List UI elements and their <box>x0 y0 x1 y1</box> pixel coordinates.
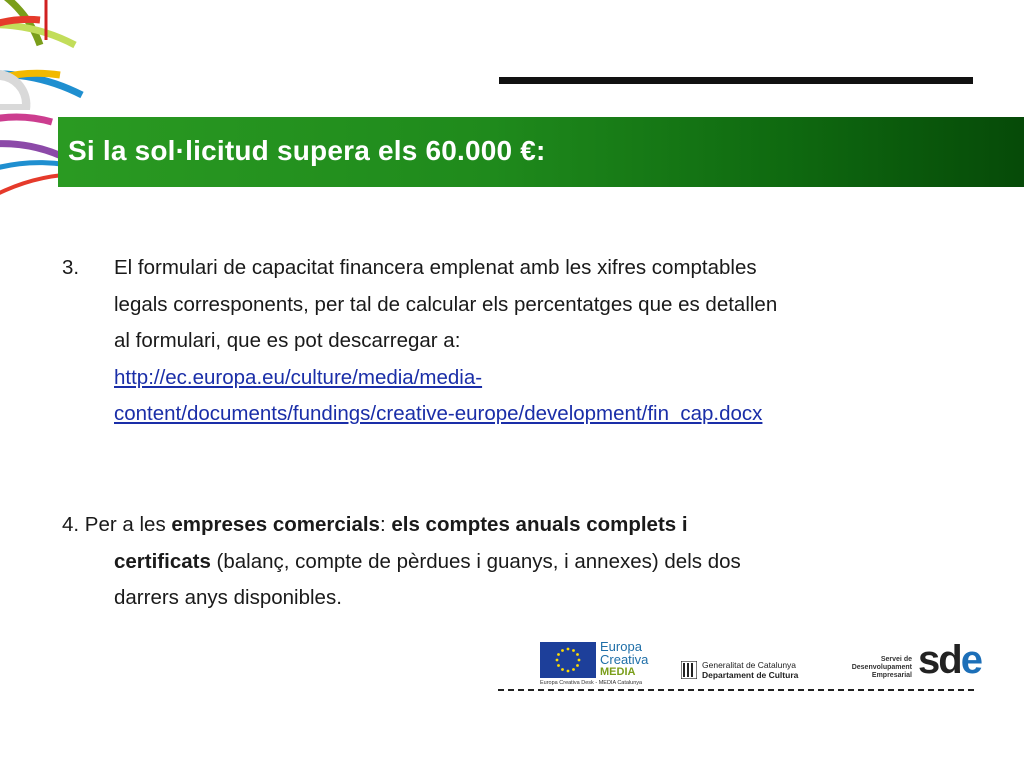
item-3-line-3: al formulari, que es pot descarregar a: <box>114 329 461 352</box>
decorative-arcs-graphic <box>0 0 100 230</box>
item-4-bold-empreses: empreses comercials <box>171 513 380 536</box>
download-link-part-1[interactable]: http://ec.europa.eu/culture/media/media- <box>114 365 483 389</box>
item-4-prefix: 4. Per a les <box>62 513 172 536</box>
sde-logo-s: s <box>918 638 939 682</box>
generalitat-emblem-icon <box>681 661 697 679</box>
footer-logos <box>498 636 981 694</box>
item-3-line-1: El formulari de capacitat financera emplenat amb les xifres comptables <box>114 256 757 279</box>
list-item-3 <box>62 250 952 433</box>
title-bar <box>58 117 1024 187</box>
item-3-number: 3. <box>62 256 80 279</box>
slide-title: Si la sol·licitud supera els 60.000 €: <box>68 135 546 166</box>
europa-desk-subtitle: Europa Creativa Desk - MEDIA Catalunya <box>540 680 643 686</box>
sde-caption-line-1: Servei de <box>880 656 912 663</box>
generalitat-logo-text <box>702 660 798 680</box>
creativa-word: Creativa <box>600 652 649 667</box>
europa-word: Europa <box>600 639 642 654</box>
top-horizontal-rule <box>499 77 973 84</box>
sde-caption <box>840 656 912 680</box>
footer-dashed-rule <box>498 689 974 691</box>
item-4-bold-comptes: els comptes anuals complets i <box>391 513 688 536</box>
item-4-colon: : <box>379 513 392 536</box>
generalitat-name: Generalitat de Catalunya <box>702 660 797 670</box>
sde-caption-line-2: Desenvolupament <box>851 664 912 671</box>
sde-logo-e: e <box>960 638 981 682</box>
media-word: MEDIA <box>600 666 636 678</box>
item-4-line-2-rest: (balanç, compte de pèrdues i guanys, i annexes) dels dos <box>210 549 741 573</box>
sde-logo <box>918 640 981 680</box>
item-4-bold-certificats: certificats <box>114 549 211 573</box>
item-4-line-3: darrers anys disponibles. <box>114 586 342 609</box>
europa-creativa-logo <box>600 640 648 679</box>
eu-flag-icon <box>540 642 596 678</box>
departament-cultura: Departament de Cultura <box>702 670 799 680</box>
list-item-4 <box>62 507 952 617</box>
sde-caption-line-3: Empresarial <box>871 672 912 679</box>
sde-logo-d: d <box>938 638 961 682</box>
item-3-line-2: legals corresponents, per tal de calcular els percentatges que es detallen <box>114 292 778 316</box>
download-link-part-2[interactable]: content/documents/fundings/creative-europe/development/fin_cap.docx <box>114 402 763 425</box>
